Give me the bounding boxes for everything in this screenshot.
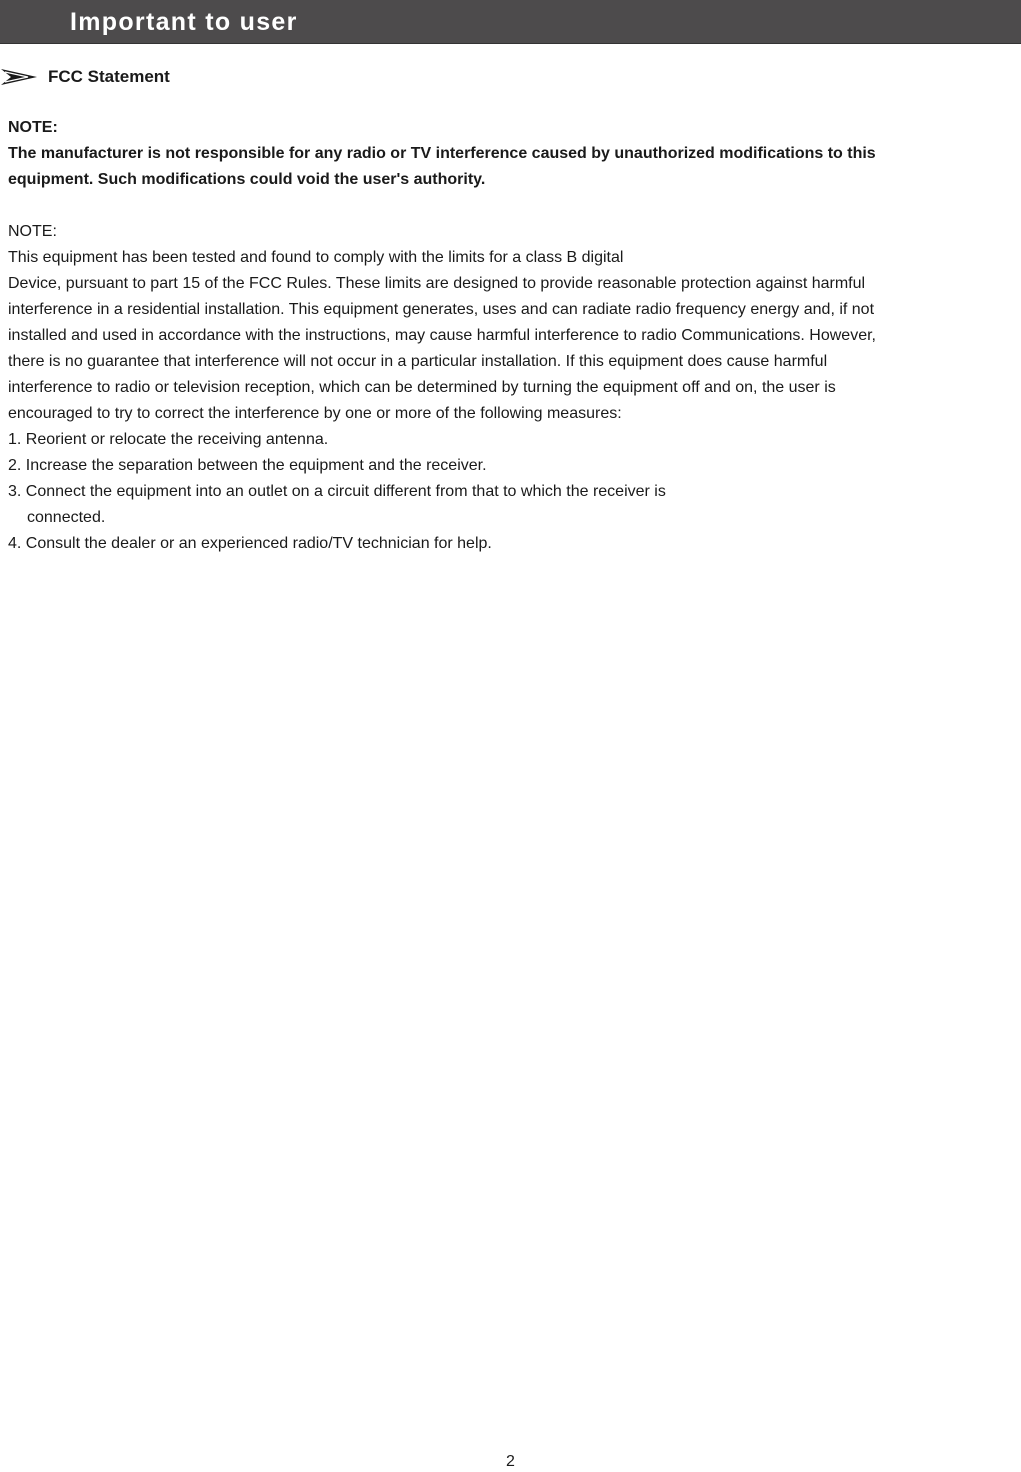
section-heading [0,64,170,90]
paragraph-line: encouraged to try to correct the interference by one or more of the following measures: [8,405,622,422]
note-block-2 [8,219,1008,427]
note-label: NOTE: [8,223,57,240]
list-item: 2. Increase the separation between the equipment and the receiver. [8,457,487,474]
note-text-line: equipment. Such modifications could void the user's authority. [8,171,486,188]
list-item: 4. Consult the dealer or an experienced radio/TV technician for help. [8,535,492,552]
note-text-line: The manufacturer is not responsible for any radio or TV interference caused by unauthorized modifications to this [8,145,876,162]
paragraph-line: there is no guarantee that interference will not occur in a particular installation. If this equipment does cause harmful [8,353,828,370]
document-body [8,115,1008,557]
page-number: 2 [506,1453,515,1470]
paragraph-line: Device, pursuant to part 15 of the FCC Rules. These limits are designed to provide reasonable protection against harmful [8,275,866,292]
paragraph-line: interference to radio or television reception, which can be determined by turning the equipment off and on, the user is [8,379,836,396]
measures-list [8,427,1008,557]
list-item: 1. Reorient or relocate the receiving antenna. [8,431,329,448]
list-item-continuation: connected. [27,509,106,526]
header-bar [0,0,1021,44]
page-title: Important to user [70,8,298,36]
paragraph-line: interference in a residential installation. This equipment generates, uses and can radiate radio frequency energy and, if not [8,301,875,318]
section-title: FCC Statement [48,67,170,86]
note-label: NOTE: [8,119,58,136]
list-item: 3. Connect the equipment into an outlet on a circuit different from that to which the receiver is [8,483,666,500]
arrow-icon [0,68,38,86]
note-block-1 [8,115,1008,193]
paragraph-line: installed and used in accordance with the instructions, may cause harmful interference to radio Communications. However, [8,327,876,344]
spacer [8,193,1008,219]
paragraph-line: This equipment has been tested and found to comply with the limits for a class B digital [8,249,624,266]
